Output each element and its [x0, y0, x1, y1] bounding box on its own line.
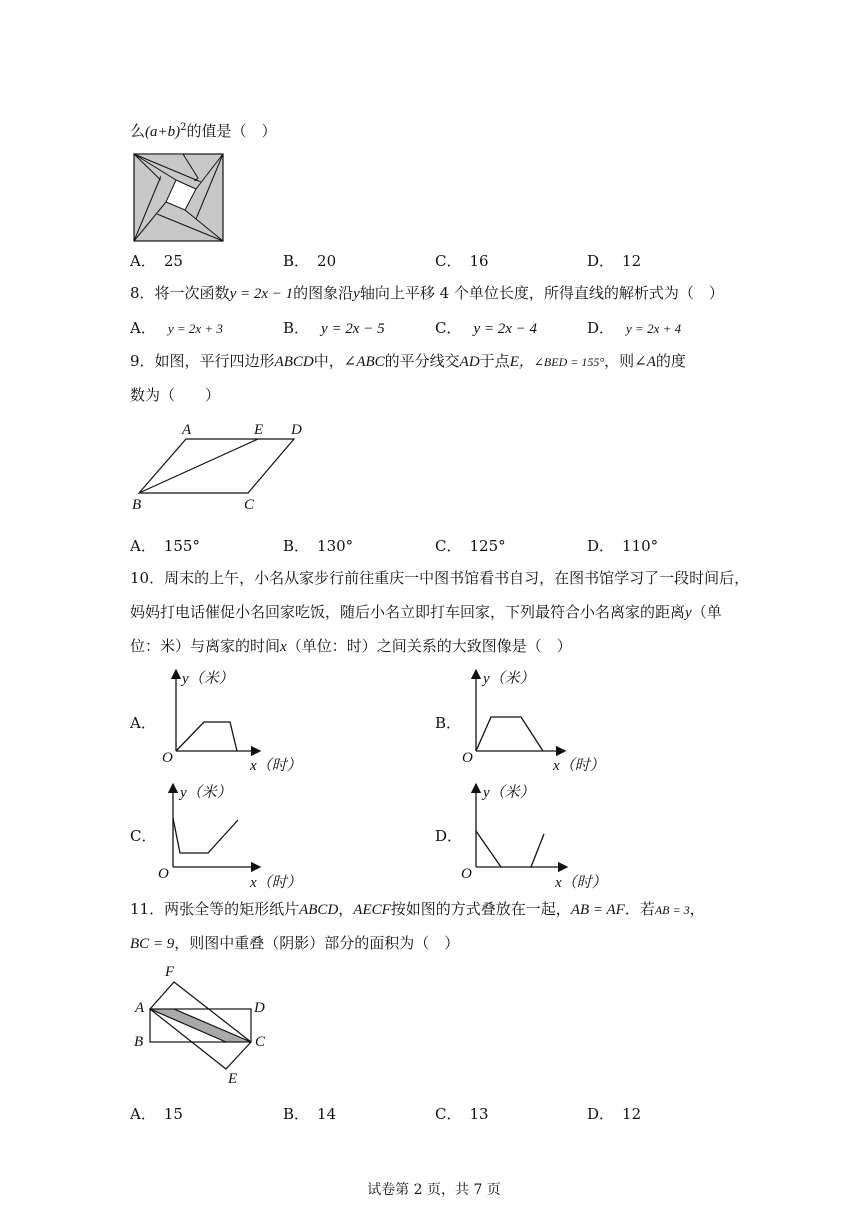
- q10-a-origin: O: [162, 750, 173, 766]
- q11-label-e: E: [228, 1071, 238, 1087]
- q10-c-origin: O: [158, 866, 169, 882]
- q9-label-d: D: [291, 422, 302, 438]
- q7-option-c[interactable]: C． 16: [435, 252, 489, 270]
- page-footer: 试卷第 2 页，共 7 页: [367, 1182, 501, 1198]
- q9-option-c[interactable]: C． 125°: [435, 537, 506, 555]
- q9-label-b: B: [132, 497, 142, 513]
- q8-option-a[interactable]: A． y = 2x + 3: [130, 319, 223, 337]
- q11-label-f: F: [165, 964, 175, 980]
- q9-label-e: E: [254, 422, 264, 438]
- q11-rectangles-figure: [130, 960, 280, 1090]
- q9-label-a: A: [182, 422, 192, 438]
- q10-b-ylabel: y（米）: [483, 671, 535, 687]
- q7-stem-prefix: 么: [130, 122, 146, 140]
- q7-square-figure: [133, 153, 225, 243]
- q10-stem-line2: 妈妈打电话催促小名回家吃饭，随后小名立即打车回家，下列最符合小名离家的距离y（单: [130, 603, 722, 621]
- q9-option-d[interactable]: D． 110°: [587, 537, 659, 555]
- q10-a-xlabel: x（时）: [250, 758, 302, 774]
- q10-b-origin: O: [462, 750, 473, 766]
- q11-label-d: D: [254, 1000, 265, 1016]
- q10-d-origin: O: [461, 866, 472, 882]
- q10-b-xlabel: x（时）: [553, 758, 605, 774]
- q7-expr: (a+b): [145, 124, 181, 140]
- q10-d-xlabel: x（时）: [555, 875, 607, 891]
- q11-option-c[interactable]: C． 13: [435, 1105, 489, 1123]
- q11-option-d[interactable]: D． 12: [587, 1105, 642, 1123]
- q8-function: y = 2x − 1: [229, 286, 294, 302]
- q7-stem: [130, 118, 277, 142]
- q8-option-d[interactable]: D． y = 2x + 4: [587, 319, 682, 337]
- q7-stem-suffix: 的值是（ ）: [186, 122, 277, 140]
- q11-option-a[interactable]: A． 15: [130, 1105, 183, 1123]
- q10-option-d[interactable]: D．: [435, 827, 463, 845]
- q10-option-b[interactable]: B．: [435, 714, 462, 732]
- q10-c-ylabel: y（米）: [180, 785, 232, 801]
- q10-c-xlabel: x（时）: [250, 875, 302, 891]
- q10-d-ylabel: y（米）: [483, 785, 535, 801]
- q9-option-b[interactable]: B． 130°: [283, 537, 354, 555]
- q9-stem-line2: 数为（ ）: [130, 386, 221, 404]
- q7-option-b[interactable]: B． 20: [283, 252, 337, 270]
- q7-exponent: 2: [180, 122, 187, 133]
- q8-option-b[interactable]: B． y = 2x − 5: [283, 319, 385, 337]
- q7-option-a[interactable]: A． 25: [130, 252, 183, 270]
- q10-option-c[interactable]: C．: [130, 827, 157, 845]
- q11-label-a: A: [135, 1000, 145, 1016]
- q7-option-d[interactable]: D． 12: [587, 252, 642, 270]
- q10-stem-line1: 10．周末的上午，小名从家步行前往重庆一中图书馆看书自习，在图书馆学习了一段时间后，: [130, 569, 750, 587]
- q11-stem-line2: BC = 9，则图中重叠（阴影）部分的面积为（ ）: [130, 934, 460, 952]
- q11-stem-line1: 11．两张全等的矩形纸片ABCD，AECF按如图的方式叠放在一起，AB = AF．若AB = 3，: [130, 900, 705, 918]
- q9-option-a[interactable]: A． 155°: [130, 537, 200, 555]
- q8-stem: 8．将一次函数y = 2x − 1的图象沿y轴向上平移 4 个单位长度，所得直线的解析式为（ ）: [130, 284, 724, 302]
- q11-label-b: B: [134, 1034, 144, 1050]
- q11-option-b[interactable]: B． 14: [283, 1105, 337, 1123]
- q9-parallelogram-figure: [130, 420, 310, 520]
- q10-option-a[interactable]: A．: [130, 714, 156, 732]
- q11-label-c: C: [255, 1034, 266, 1050]
- q9-label-c: C: [244, 497, 255, 513]
- q9-stem-line1: 9．如图，平行四边形ABCD中，∠ABC的平分线交AD于点E，∠BED = 155°，则∠A的度: [130, 352, 686, 370]
- q10-a-ylabel: y（米）: [182, 671, 234, 687]
- q10-stem-line3: 位：米）与离家的时间x（单位：时）之间关系的大致图像是（ ）: [130, 637, 572, 655]
- q8-option-c[interactable]: C． y = 2x − 4: [435, 319, 538, 337]
